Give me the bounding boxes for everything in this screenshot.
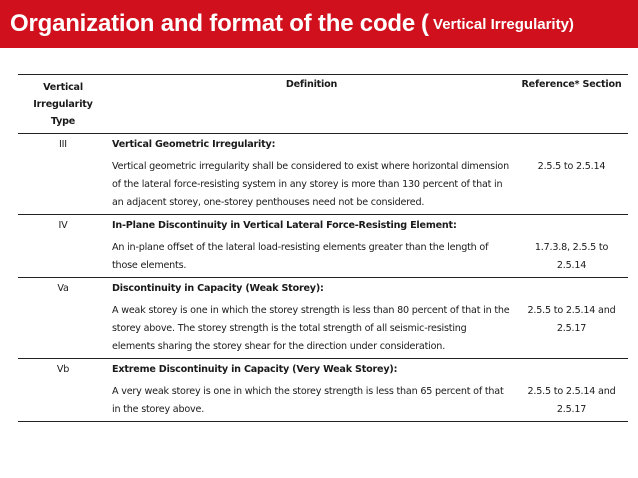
- table-row: [18, 134, 628, 157]
- row-definition-title: Extreme Discontinuity in Capacity (Very Weak Storey):: [112, 364, 398, 375]
- row-reference: 2.5.5 to 2.5.14 and 2.5.17: [515, 300, 628, 359]
- header-reference: Reference* Section: [515, 75, 628, 134]
- row-definition-text: A weak storey is one in which the storey strength is less than 80 percent of that in the storey above. The storey strength is the total strength of all seismic-resisting elements sharing the storey shear for the direction under consideration.: [108, 300, 515, 359]
- row-type: Va: [57, 283, 69, 294]
- row-reference: 1.7.3.8, 2.5.5 to 2.5.14: [515, 237, 628, 278]
- slide-subtitle: Vertical Irregularity): [433, 15, 574, 33]
- row-definition-title: Discontinuity in Capacity (Weak Storey):: [112, 283, 324, 294]
- row-type: III: [59, 139, 67, 150]
- row-definition-text: A very weak storey is one in which the storey strength is less than 65 percent of that in the storey above.: [108, 381, 515, 422]
- irregularity-table: [18, 74, 628, 422]
- table-header-row: [18, 75, 628, 134]
- row-reference: 2.5.5 to 2.5.14 and 2.5.17: [515, 381, 628, 422]
- slide-title: Organization and format of the code: [10, 10, 416, 37]
- table-row: [18, 359, 628, 382]
- irregularity-table-container: [18, 74, 628, 422]
- table-row: [18, 278, 628, 301]
- row-definition-title: Vertical Geometric Irregularity:: [112, 139, 276, 150]
- row-reference: 2.5.5 to 2.5.14: [515, 156, 628, 215]
- table-row: [18, 215, 628, 238]
- row-type: Vb: [56, 364, 70, 375]
- slide-title-bar: [0, 0, 638, 48]
- row-definition-title: In-Plane Discontinuity in Vertical Lateral Force-Resisting Element:: [112, 220, 457, 231]
- table-row: [18, 381, 628, 422]
- row-definition-text: Vertical geometric irregularity shall be considered to exist where horizontal dimension of the lateral force-resisting system in any storey is more than 130 percent of that in an adjacent storey, one-storey penthouses need not be considered.: [108, 156, 515, 215]
- slide-title-paren: (: [421, 10, 430, 37]
- table-row: [18, 237, 628, 278]
- row-definition-text: An in-plane offset of the lateral load-resisting elements greater than the length of those elements.: [108, 237, 515, 278]
- table-row: [18, 300, 628, 359]
- table-row: [18, 156, 628, 215]
- header-type: Vertical Irregularity Type: [18, 75, 108, 134]
- row-type: IV: [58, 220, 68, 231]
- header-definition: Definition: [108, 75, 515, 134]
